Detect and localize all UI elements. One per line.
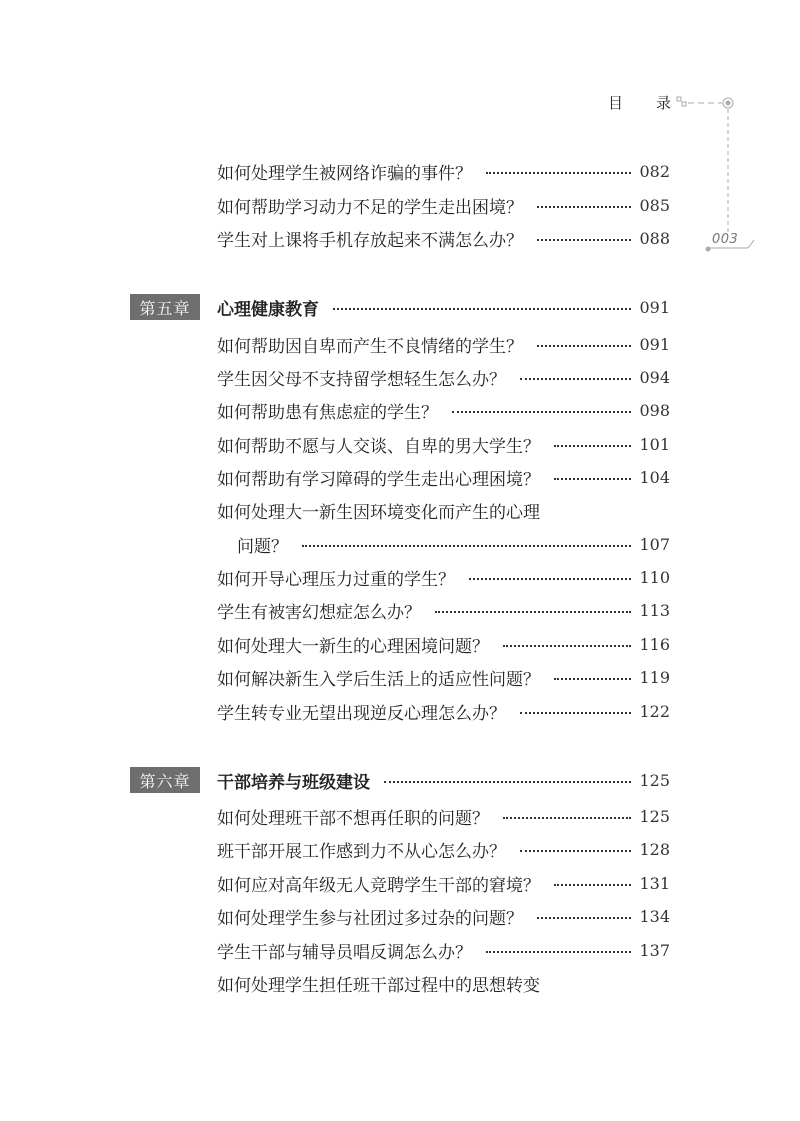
dot-leader [554,884,631,886]
toc-entry[interactable] [217,225,670,251]
toc-entry[interactable] [217,564,670,590]
page-number: 003 [712,232,739,247]
entry-title: 学生因父母不支持留学想轻生怎么办？ [217,369,506,390]
chapter-page: 091 [639,297,670,317]
dot-leader [537,206,631,208]
entry-title: 如何应对高年级无人竞聘学生干部的窘境？ [217,875,540,896]
dot-leader [537,239,631,241]
entry-title: 如何处理学生被网络诈骗的事件？ [217,163,472,184]
chapter-page: 125 [639,770,670,790]
dot-leader [520,378,631,380]
chapter-6-heading[interactable] [217,767,670,793]
toc-entry[interactable] [217,937,670,963]
entry-page: 137 [639,940,670,960]
header-lu: 录 [656,94,672,112]
toc-entry[interactable] [217,836,670,862]
toc-entry[interactable] [217,597,670,623]
toc-entry[interactable] [217,397,670,423]
dot-leader [503,645,631,647]
entry-title: 如何帮助不愿与人交谈、自卑的男大学生？ [217,436,540,457]
entry-page: 116 [639,634,670,654]
entry-page: 091 [639,334,670,354]
dot-leader [554,445,631,447]
entry-title: 如何帮助有学习障碍的学生走出心理困境？ [217,469,540,490]
header-mu: 目 [608,94,624,112]
toc-entry[interactable] [217,431,670,457]
dot-leader [302,545,631,547]
toc-entry[interactable] [217,331,670,357]
chapter-title: 干部培养与班级建设 [217,772,370,793]
entry-title: 如何处理学生担任班干部过程中的思想转变 [217,975,540,996]
entry-title: 如何解决新生入学后生活上的适应性问题？ [217,669,540,690]
entry-title: 如何处理班干部不想再任职的问题？ [217,808,489,829]
entry-title: 如何开导心理压力过重的学生？ [217,569,455,590]
entry-page: 110 [639,567,670,587]
toc-entry[interactable] [217,870,670,896]
entry-page: 125 [639,806,670,826]
toc-entry[interactable] [217,803,670,829]
chapter-6-badge: 第六章 [130,767,200,793]
toc-entry[interactable] [217,631,670,657]
entry-page: 098 [639,400,670,420]
dot-leader [486,172,631,174]
toc-entry-first-line[interactable] [217,970,540,996]
toc-entry[interactable] [217,664,670,690]
chapter-5-badge: 第五章 [130,294,200,320]
dot-leader [384,781,631,783]
dot-leader [503,817,631,819]
toc-entry[interactable] [217,158,670,184]
entry-page: 104 [639,467,670,487]
dot-leader [520,712,631,714]
toc-entry[interactable] [217,192,670,218]
entry-page: 119 [639,667,670,687]
entry-page: 094 [639,367,670,387]
entry-page: 128 [639,839,670,859]
entry-title-cont: 问题？ [237,536,288,557]
dot-leader [537,917,631,919]
entry-page: 131 [639,873,670,893]
entry-page: 085 [639,195,670,215]
entry-title: 班干部开展工作感到力不从心怎么办？ [217,841,506,862]
chapter-5-heading[interactable] [217,294,670,320]
dot-leader [537,345,631,347]
entry-title: 如何帮助患有焦虑症的学生？ [217,402,438,423]
dot-leader [554,678,631,680]
entry-page: 107 [639,534,670,554]
toc-entry[interactable] [217,364,670,390]
entry-page: 122 [639,701,670,721]
entry-title: 如何处理大一新生的心理困境问题？ [217,636,489,657]
dot-leader [469,578,631,580]
dot-leader [554,478,631,480]
entry-title: 如何帮助因自卑而产生不良情绪的学生？ [217,336,523,357]
dot-leader [520,850,631,852]
entry-title: 如何帮助学习动力不足的学生走出困境？ [217,197,523,218]
entry-title: 学生有被害幻想症怎么办？ [217,602,421,623]
entry-title: 学生转专业无望出现逆反心理怎么办？ [217,703,506,724]
toc-entry[interactable] [217,903,670,929]
entry-page: 113 [639,600,670,620]
entry-title: 学生对上课将手机存放起来不满怎么办？ [217,230,523,251]
dot-leader [333,308,631,310]
dot-leader [486,951,631,953]
toc-entry[interactable] [217,698,670,724]
entry-page: 101 [639,434,670,454]
entry-page: 082 [639,161,670,181]
entry-page: 134 [639,906,670,926]
entry-title: 如何处理学生参与社团过多过杂的问题？ [217,908,523,929]
dot-leader [452,411,631,413]
entry-title: 学生干部与辅导员唱反调怎么办？ [217,942,472,963]
toc-entry-continuation[interactable] [237,531,670,557]
dot-leader [435,611,631,613]
entry-title: 如何处理大一新生因环境变化而产生的心理 [217,502,540,523]
toc-entry-first-line[interactable] [217,497,540,523]
chapter-title: 心理健康教育 [217,299,319,320]
entry-page: 088 [639,228,670,248]
toc-entry[interactable] [217,464,670,490]
